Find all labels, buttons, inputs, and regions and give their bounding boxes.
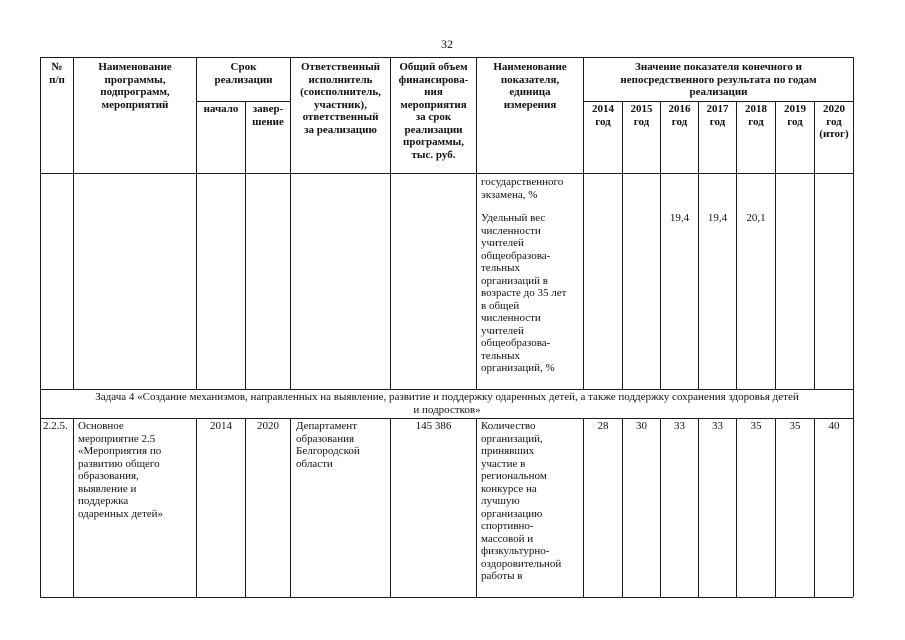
row2-value: 35 [789, 420, 801, 432]
header-funding: Общий объем финансирова- ния мероприятия за срок реализации программы, тыс. руб. [398, 61, 469, 161]
row1-value: 20,1 [746, 212, 766, 224]
header-year: 2020 год (итог) [819, 103, 849, 140]
header-executor: Ответственный исполнитель (соисполнитель, участник), ответственный за реализацию [300, 61, 381, 136]
row2-start: 2014 [210, 420, 232, 432]
row2-value: 33 [674, 420, 685, 432]
header-num: № п/п [49, 61, 65, 86]
row2-funding: 145 386 [415, 420, 452, 432]
row2-value: 28 [597, 420, 609, 432]
row1-value: 19,4 [707, 212, 728, 224]
row1-indicator-b: Удельный вес численности учителей общеобразова- тельных организаций в возрасте до 35 лет в общей численности учителей общеобразова- тельных организаций, % [481, 212, 567, 374]
header-indicator: Наименование показателя, единица измерения [493, 61, 567, 111]
header-term: Срок реализации [214, 61, 273, 86]
row2-value: 40 [828, 420, 840, 432]
row2-executor: Департамент образования Белгородской области [296, 420, 360, 470]
header-year: 2018 год [745, 103, 767, 128]
row2-name: Основное мероприятие 2.5 «Мероприятия по развитию общего образования, выявление и поддержка одаренных детей» [78, 420, 164, 520]
header-name: Наименование программы, подпрограмм, мероприятий [98, 61, 172, 111]
page-number: 32 [441, 37, 453, 51]
row2-value: 35 [750, 420, 762, 432]
header-term-start: начало [203, 103, 239, 115]
header-year: 2019 год [784, 103, 806, 128]
row2-indicator: Количество организаций, принявших участие в региональном конкурсе на лучшую организацию спортивно- массовой и физкультурно- оздоровительной работы в [481, 420, 562, 582]
header-year: 2014 год [592, 103, 614, 128]
header-year: 2015 год [630, 103, 653, 128]
row2-value: 30 [636, 420, 647, 432]
header-year: 2016 год [668, 103, 691, 128]
header-term-end: завер- шение [252, 103, 284, 128]
row2-end: 2020 [257, 420, 279, 432]
row2-num: 2.2.5. [43, 420, 68, 432]
header-year: 2017 год [706, 103, 729, 128]
header-values-title: Значение показателя конечного и непосредственного результата по годам реализации [620, 61, 817, 98]
row1-value: 19,4 [669, 212, 690, 224]
row2-value: 33 [712, 420, 723, 432]
task-title: Задача 4 «Создание механизмов, направленных на выявление, развитие и поддержку одаренных детей, а также поддержку сохранения здоровья детей и подростков» [95, 391, 799, 416]
row1-indicator-a: государственного экзамена, % [481, 176, 564, 201]
